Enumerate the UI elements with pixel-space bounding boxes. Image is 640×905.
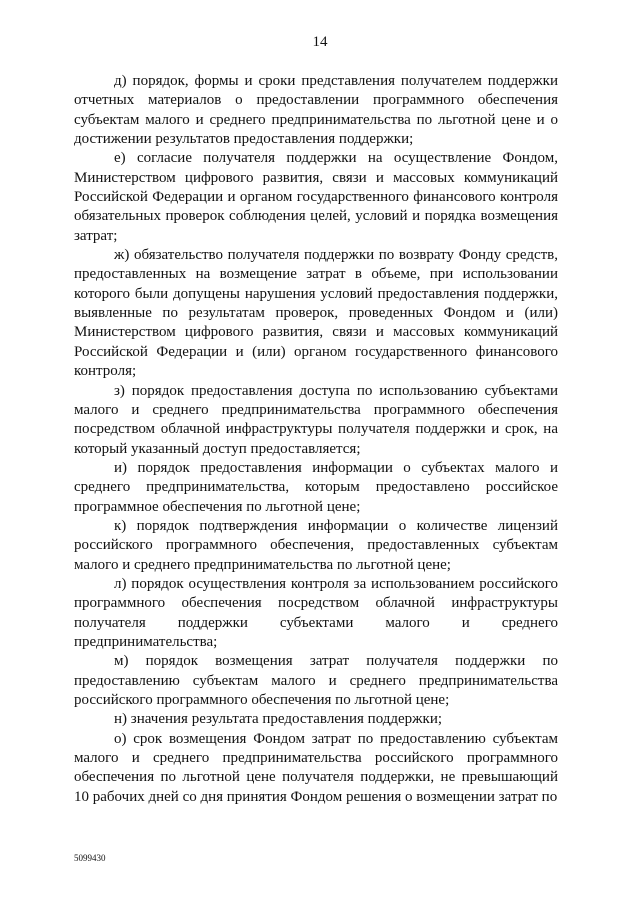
page-number: 14 xyxy=(312,34,328,50)
paragraph-m: м) порядок возмещения затрат получателя поддержки по предоставлению субъектам малого и среднего предпринимательства российского программного обеспечения по льготной цене; xyxy=(74,653,558,708)
paragraph-z: з) порядок предоставления доступа по использованию субъектами малого и среднего предпринимательства программного обеспечения посредством облачной инфраструктуры получателя поддержки и срок, на который указанный доступ предоставляется; xyxy=(74,382,558,457)
document-body xyxy=(74,72,558,807)
paragraph-i: и) порядок предоставления информации о субъектах малого и среднего предпринимательства, которым предоставлено российское программное обеспечения по льготной цене; xyxy=(74,459,558,515)
paragraph-zh: ж) обязательство получателя поддержки по возврату Фонду средств, предоставленных на возмещение затрат в объеме, при использовании которого были допущены нарушения условий предоставления поддержки, выявленные по результатам проверок, проведенных Фондом и (или) Министерством цифрового развития, связи и массовых коммуникаций Российской Федерации и (или) органом государственного финансового контроля; xyxy=(74,247,558,380)
paragraph-n: н) значения результата предоставления поддержки; xyxy=(114,711,443,728)
paragraph-k: к) порядок подтверждения информации о количестве лицензий российского программного обеспечения, предоставленных субъектам малого и среднего предпринимательства по льготной цене; xyxy=(74,517,558,573)
footer-document-code: 5099430 xyxy=(74,853,106,863)
paragraph-l: л) порядок осуществления контроля за использованием российского программного обеспечения посредством облачной инфраструктуры получателя поддержки субъектами малого и среднего предпринимательства; xyxy=(74,575,558,650)
paragraph-d: д) порядок, формы и сроки представления получателем поддержки отчетных материалов о предоставлении программного обеспечения субъектам малого и среднего предпринимательства по льготной цене и о достижении результатов предоставления поддержки; xyxy=(74,73,558,148)
paragraph-o: о) срок возмещения Фондом затрат по предоставлению субъектам малого и среднего предпринимательства российского программного обеспечения по льготной цене получателя поддержки, не превышающий 10 рабочих дней со дня принятия Фондом решения о возмещении затрат по xyxy=(74,730,558,805)
paragraph-e: е) согласие получателя поддержки на осуществление Фондом, Министерством цифрового развития, связи и массовых коммуникаций Российской Федерации и органом государственного финансового контроля обязательных проверок соблюдения целей, условий и порядка возмещения затрат; xyxy=(74,150,558,244)
